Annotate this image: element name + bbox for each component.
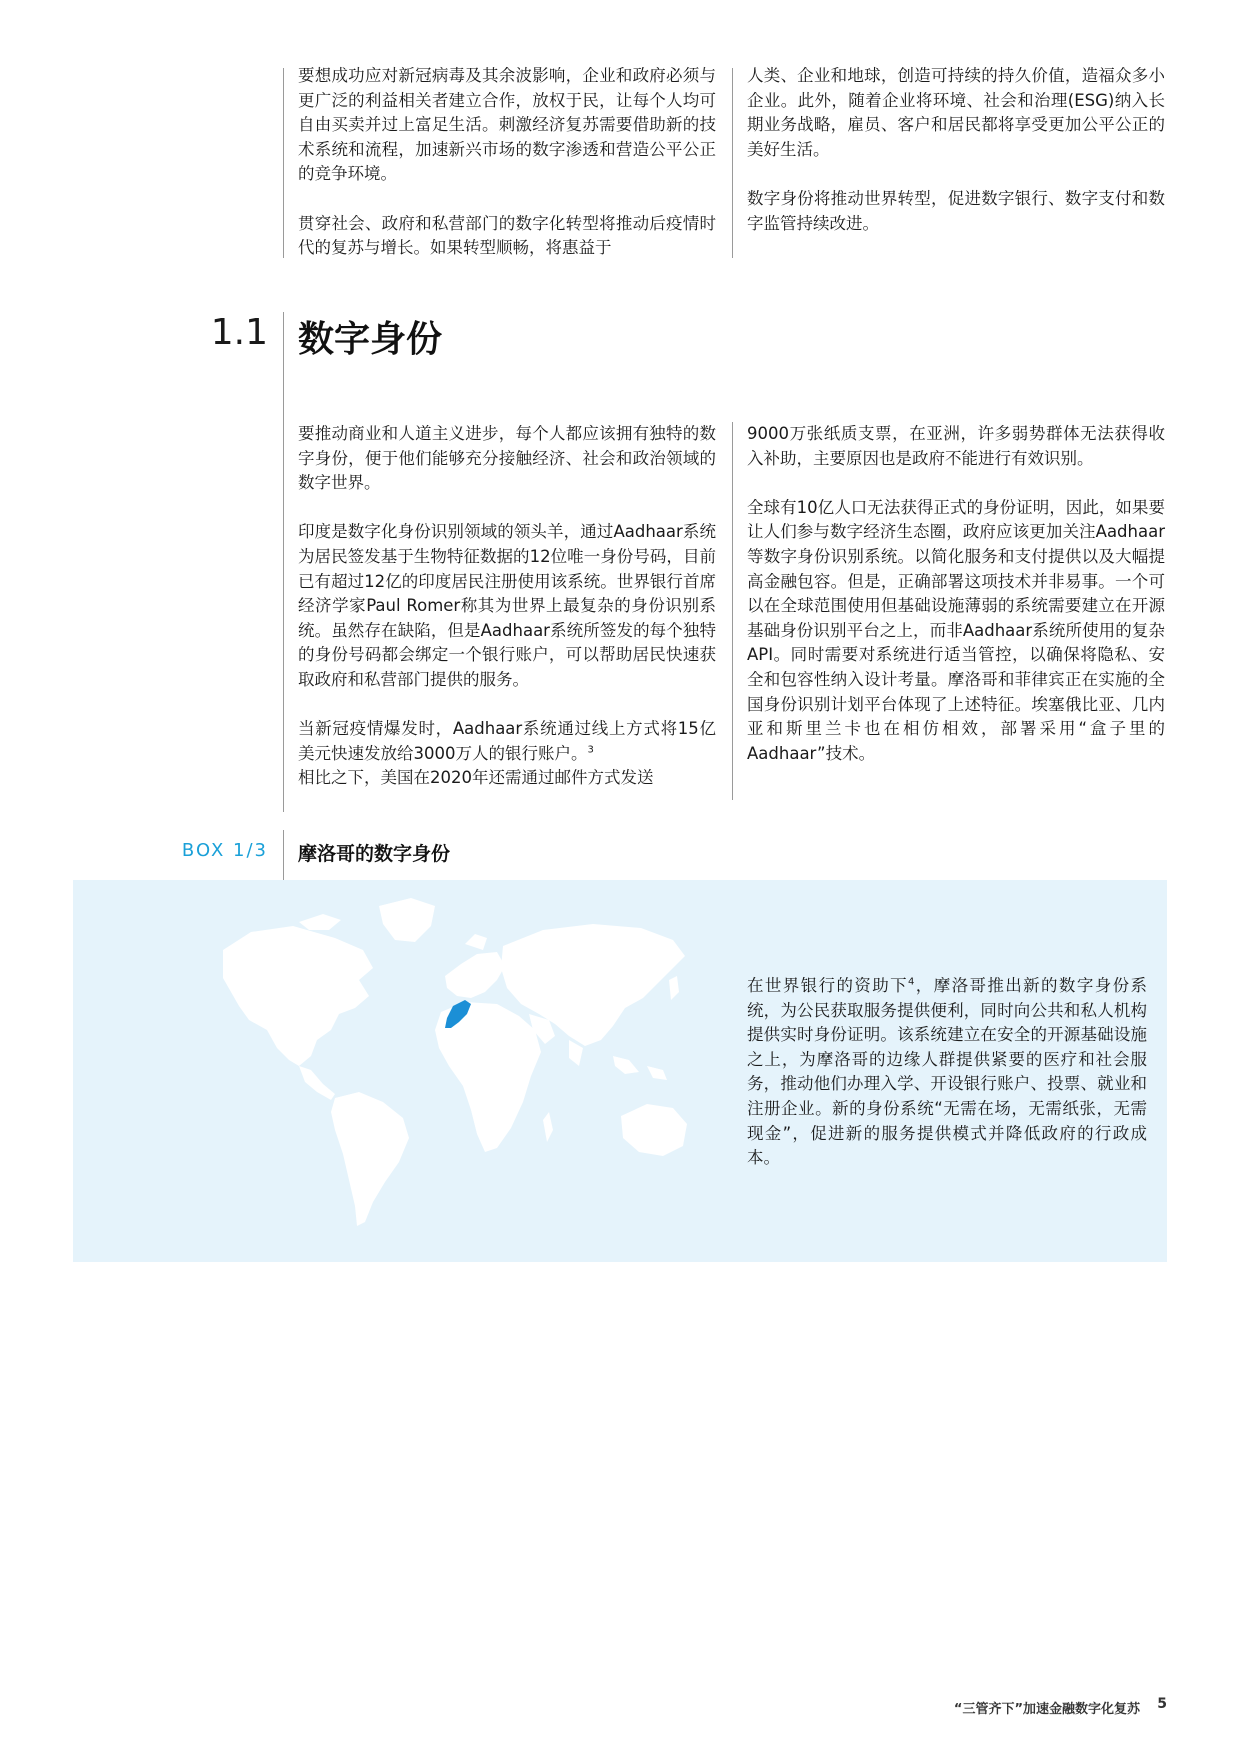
body-right-rule <box>732 422 733 800</box>
box-text-part: ，摩洛哥推出新的数字身份系统，为公民获取服务提供便利，同时向公共和私人机构提供实时身份证明。该系统建立在安全的开源基础设施之上，为摩洛哥的边缘人群提供紧要的医疗和社会服务，推动他们办理入学、开设银行账户、投票、就业和注册企业。新的身份系统“无需在场，无需纸张，无需现金”，促进新的服务提供模式并降低政府的行政成本。 <box>747 976 1148 1168</box>
section-number: 1.1 <box>210 312 268 353</box>
footnote-ref[interactable]: 4 <box>908 976 915 988</box>
page-number: 5 <box>1157 1696 1167 1712</box>
paragraph: 贯穿社会、政府和私营部门的数字化转型将推动后疫情时代的复苏与增长。如果转型顺畅，将惠益于 <box>298 213 716 258</box>
paragraph: 9000万张纸质支票，在亚洲，许多弱势群体无法获得收入补助，主要原因也是政府不能进行有效识别。 <box>747 424 1165 468</box>
section-right-column <box>747 422 1165 791</box>
box-text-part: 在世界银行的资助下 <box>747 976 909 995</box>
world-map-icon <box>73 880 693 1262</box>
top-right-rule <box>732 68 733 258</box>
box-rule <box>283 830 284 880</box>
paragraph: 要想成功应对新冠病毒及其余波影响，企业和政府必须与更广泛的利益相关者建立合作，放权于民，让每个人均可自由买卖并过上富足生活。刺激经济复苏需要借助新的技术系统和流程，加速新兴市场的数字渗透和营造公平公正的竞争环境。 <box>298 66 716 184</box>
box-label: BOX 1/3 <box>181 840 268 861</box>
paragraph: 人类、企业和地球，创造可持续的持久价值，造福众多小企业。此外，随着企业将环境、社会和治理(ESG)纳入长期业务战略，雇员、客户和居民都将享受更加公平公正的美好生活。 <box>747 66 1165 159</box>
box-text <box>747 974 1147 1171</box>
box-title: 摩洛哥的数字身份 <box>298 843 451 865</box>
paragraph: 全球有10亿人口无法获得正式的身份证明，因此，如果要让人们参与数字经济生态圈，政府应该更加关注Aadhaar等数字身份识别系统。以简化服务和支付提供以及大幅提高金融包容。但是，正确部署这项技术并非易事。一个可以在全球范围使用但基础设施薄弱的系统需要建立在开源基础身份识别平台之上，而非Aadhaar系统所使用的复杂API。同时需要对系统进行适当管控，以确保将隐私、安全和包容性纳入设计考量。摩洛哥和菲律宾正在实施的全国身份识别计划平台体现了上述特征。埃塞俄比亚、几内亚和斯里兰卡也在相仿相效，部署采用“盒子里的Aadhaar”技术。 <box>747 497 1165 763</box>
footnote-ref[interactable]: 3 <box>587 744 594 756</box>
body-left-rule <box>283 400 284 812</box>
paragraph <box>298 717 716 791</box>
paragraph: 要推动商业和人道主义进步，每个人都应该拥有独特的数字身份，便于他们能够充分接触经济、社会和政治领域的数字世界。 <box>298 424 716 493</box>
footer-title: “三管齐下”加速金融数字化复苏 <box>953 1702 1140 1717</box>
paragraph-text: 当新冠疫情爆发时，Aadhaar系统通过线上方式将15亿美元快速发放给3000万人的银行账户。 <box>298 719 716 763</box>
section-title: 数字身份 <box>298 319 443 360</box>
top-right-column <box>747 64 1165 261</box>
paragraph-text: 相比之下，美国在2020年还需通过邮件方式发送 <box>298 768 654 788</box>
paragraph: 印度是数字化身份识别领域的领头羊，通过Aadhaar系统为居民签发基于生物特征数据的12位唯一身份号码，目前已有超过12亿的印度居民注册使用该系统。世界银行首席经济学家Paul Romer称其为世界上最复杂的身份识别系统。虽然存在缺陷，但是Aadhaar系统所签发的每个独特的身份号码都会绑定一个银行账户，可以帮助居民快速获取政府和私营部门提供的服务。 <box>298 522 716 689</box>
top-left-column <box>298 64 716 285</box>
top-left-rule <box>283 68 284 258</box>
paragraph: 数字身份将推动世界转型，促进数字银行、数字支付和数字监管持续改进。 <box>747 188 1165 233</box>
section-rule <box>283 312 284 402</box>
section-left-column <box>298 422 716 791</box>
